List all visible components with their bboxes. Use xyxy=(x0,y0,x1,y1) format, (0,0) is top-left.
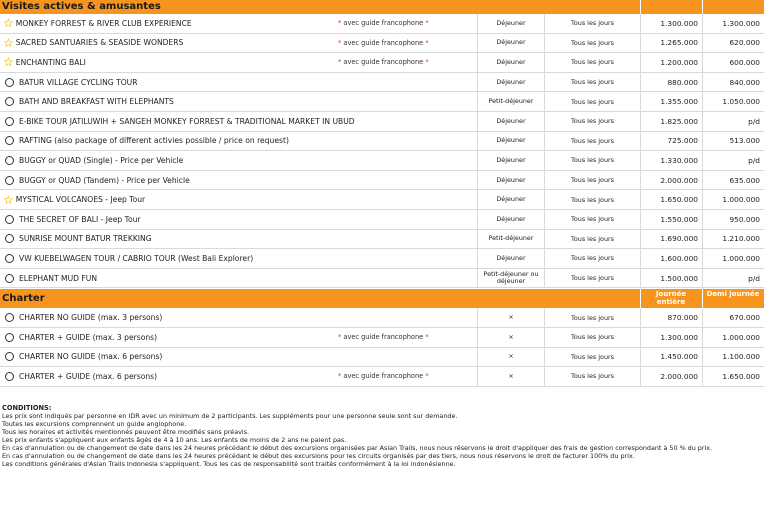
circle-bullet-icon xyxy=(5,254,14,263)
table-row xyxy=(0,190,764,210)
guide-note: * avec guide francophone * xyxy=(338,19,429,28)
price-cell: 1.300.000 xyxy=(640,328,702,347)
row-name-cell xyxy=(0,73,477,92)
condition-line: Les prix sont indiqués par personne en IDR avec un minimum de 2 participants. Les suppléments pour une personne seule sont sur demande. xyxy=(2,412,458,420)
excursion-name: BATH AND BREAKFAST WITH ELEPHANTS xyxy=(19,97,174,107)
row-name-cell xyxy=(0,210,477,229)
section-header-charter xyxy=(0,289,764,308)
circle-bullet-icon xyxy=(5,97,14,106)
price-cell: 1.355.000 xyxy=(640,92,702,111)
circle-bullet-icon xyxy=(5,136,14,145)
table-row xyxy=(0,367,764,387)
price-cell: p/d xyxy=(702,112,764,131)
price-cell: 1.100.000 xyxy=(702,348,764,367)
table-row xyxy=(0,210,764,230)
price-cell: 600.000 xyxy=(702,53,764,72)
meal-cell: Déjeuner xyxy=(477,132,544,151)
circle-bullet-icon xyxy=(5,215,14,224)
price-cell: 1.500.000 xyxy=(640,269,702,288)
guide-note: * avec guide francophone * xyxy=(338,58,429,67)
price-cell: 1.600.000 xyxy=(640,249,702,268)
condition-line: En cas d'annulation ou de changement de date dans les 24 heures précédant le début des excursions organisées par Asian Trails, nous nous réservons le droit d'appliquer des frais de gestion correspondant à 50 % du prix. xyxy=(2,444,713,452)
excursion-name: MONKEY FORREST & RIVER CLUB EXPERIENCE xyxy=(15,18,192,28)
price-cell: 1.000.000 xyxy=(702,328,764,347)
table-row xyxy=(0,53,764,73)
excursion-name: E-BIKE TOUR JATILUWIH + SANGEH MONKEY FORREST & TRADITIONAL MARKET IN UBUD xyxy=(19,116,355,126)
circle-bullet-icon xyxy=(5,352,14,361)
meal-cell: Déjeuner xyxy=(477,210,544,229)
meal-cell: Déjeuner xyxy=(477,73,544,92)
days-cell: Tous les jours xyxy=(544,112,640,131)
row-name-cell xyxy=(0,151,477,170)
row-name-cell xyxy=(0,190,477,209)
column-divider xyxy=(702,0,703,14)
guide-note: * avec guide francophone * xyxy=(338,333,429,342)
price-cell: 840.000 xyxy=(702,73,764,92)
price-cell: 1.265.000 xyxy=(640,34,702,53)
days-cell: Tous les jours xyxy=(544,269,640,288)
circle-bullet-icon xyxy=(5,234,14,243)
price-cell: 870.000 xyxy=(640,308,702,327)
section-title: Charter xyxy=(2,293,45,305)
days-cell: Tous les jours xyxy=(544,132,640,151)
condition-line: Tous les horaires et activités mentionnés peuvent être modifiés sans préavis. xyxy=(2,428,250,436)
meal-cell: Petit-déjeuner xyxy=(477,230,544,249)
days-cell: Tous les jours xyxy=(544,73,640,92)
circle-bullet-icon xyxy=(5,176,14,185)
circle-bullet-icon xyxy=(5,117,14,126)
days-cell: Tous les jours xyxy=(544,34,640,53)
price-cell: p/d xyxy=(702,151,764,170)
price-cell: 1.000.000 xyxy=(702,249,764,268)
condition-line: Les prix enfants s'appliquent aux enfants âgés de 4 à 10 ans. Les enfants de moins de 2 ans ne paient pas. xyxy=(2,436,347,444)
price-cell: 725.000 xyxy=(640,132,702,151)
column-divider xyxy=(702,289,703,308)
guide-note: * avec guide francophone * xyxy=(338,38,429,47)
row-name-cell xyxy=(0,53,477,72)
days-cell: Tous les jours xyxy=(544,367,640,386)
row-name-cell xyxy=(0,171,477,190)
circle-bullet-icon xyxy=(5,313,14,322)
excursion-name: CHARTER NO GUIDE (max. 3 persons) xyxy=(19,313,163,323)
meal-cell: Déjeuner xyxy=(477,151,544,170)
column-header-full-day: Journée entière xyxy=(655,290,687,307)
price-cell: 1.200.000 xyxy=(640,53,702,72)
section-header-visites xyxy=(0,0,764,14)
meal-cell: × xyxy=(477,328,544,347)
price-cell: 2.000.000 xyxy=(640,171,702,190)
conditions-lines xyxy=(2,412,762,468)
visites-table xyxy=(0,14,764,288)
circle-bullet-icon xyxy=(5,274,14,283)
meal-cell: Déjeuner xyxy=(477,14,544,33)
circle-bullet-icon xyxy=(5,78,14,87)
row-name-cell xyxy=(0,249,477,268)
conditions-block xyxy=(2,404,762,468)
table-row xyxy=(0,230,764,250)
price-cell: 1.330.000 xyxy=(640,151,702,170)
excursion-name: ELEPHANT MUD FUN xyxy=(19,273,98,283)
column-header-half-day: Demi journée xyxy=(706,290,760,299)
price-cell: p/d xyxy=(702,269,764,288)
meal-cell: × xyxy=(477,308,544,327)
meal-cell: Déjeuner xyxy=(477,34,544,53)
meal-cell: Déjeuner xyxy=(477,249,544,268)
row-name-cell xyxy=(0,328,477,347)
table-row xyxy=(0,249,764,269)
price-cell: 1.300.000 xyxy=(640,14,702,33)
price-cell: 950.000 xyxy=(702,210,764,229)
days-cell: Tous les jours xyxy=(544,348,640,367)
price-cell: 1.650.000 xyxy=(640,190,702,209)
table-row xyxy=(0,328,764,348)
days-cell: Tous les jours xyxy=(544,230,640,249)
excursion-name: BUGGY or QUAD (Tandem) - Price per Vehicle xyxy=(19,175,190,185)
row-name-cell xyxy=(0,92,477,111)
circle-bullet-icon xyxy=(5,156,14,165)
price-cell: 1.650.000 xyxy=(702,367,764,386)
days-cell: Tous les jours xyxy=(544,210,640,229)
condition-line: En cas d'annulation ou de changement de date dans les 24 heures précédant le début des excursions pour les circuits organisés par des tiers, nous nous réservons le droit de facturer 100% du prix. xyxy=(2,452,635,460)
meal-cell: Petit-déjeuner xyxy=(477,92,544,111)
table-row xyxy=(0,308,764,328)
table-row xyxy=(0,171,764,191)
price-cell: 1.000.000 xyxy=(702,190,764,209)
days-cell: Tous les jours xyxy=(544,53,640,72)
row-name-cell xyxy=(0,308,477,327)
table-row xyxy=(0,151,764,171)
price-cell: 880.000 xyxy=(640,73,702,92)
table-row xyxy=(0,14,764,34)
star-icon: ☆ xyxy=(3,192,14,207)
star-icon: ☆ xyxy=(3,55,14,70)
row-name-cell xyxy=(0,132,477,151)
days-cell: Tous les jours xyxy=(544,171,640,190)
meal-cell: × xyxy=(477,348,544,367)
excursion-name: CHARTER + GUIDE (max. 3 persons) xyxy=(19,332,158,342)
charter-table xyxy=(0,308,764,386)
table-row xyxy=(0,348,764,368)
days-cell: Tous les jours xyxy=(544,92,640,111)
days-cell: Tous les jours xyxy=(544,328,640,347)
price-cell: 513.000 xyxy=(702,132,764,151)
table-row xyxy=(0,112,764,132)
condition-line: Les conditions générales d'Asian Trails Indonesia s'appliquent. Tous les cas de responsabilité sont traités conformément à la loi indonésienne. xyxy=(2,460,456,468)
meal-cell: Déjeuner xyxy=(477,112,544,131)
table-row xyxy=(0,132,764,152)
guide-note: * avec guide francophone * xyxy=(338,372,429,381)
table-row xyxy=(0,73,764,93)
row-name-cell xyxy=(0,112,477,131)
excursion-name: ENCHANTING BALI xyxy=(15,57,86,67)
meal-cell: × xyxy=(477,367,544,386)
meal-cell: Déjeuner xyxy=(477,171,544,190)
meal-cell: Déjeuner xyxy=(477,190,544,209)
price-cell: 1.825.000 xyxy=(640,112,702,131)
excursion-name: VW KUEBELWAGEN TOUR / CABRIO TOUR (West Bali Explorer) xyxy=(19,253,254,263)
days-cell: Tous les jours xyxy=(544,151,640,170)
row-name-cell xyxy=(0,230,477,249)
row-name-cell xyxy=(0,269,477,288)
price-cell: 1.210.000 xyxy=(702,230,764,249)
table-row xyxy=(0,92,764,112)
condition-line: Toutes les excursions comprennent un guide anglophone. xyxy=(2,420,187,428)
price-cell: 670.000 xyxy=(702,308,764,327)
price-cell: 1.450.000 xyxy=(640,348,702,367)
excursion-name: RAFTING (also package of different activies possible / price on request) xyxy=(19,136,289,146)
price-cell: 1.300.000 xyxy=(702,14,764,33)
price-cell: 1.050.000 xyxy=(702,92,764,111)
days-cell: Tous les jours xyxy=(544,249,640,268)
section-title: Visites actives & amusantes xyxy=(2,1,161,12)
row-name-cell xyxy=(0,367,477,386)
meal-cell: Petit-déjeuner ou déjeuner xyxy=(477,269,544,288)
row-name-cell xyxy=(0,34,477,53)
excursion-name: BUGGY or QUAD (Single) - Price per Vehicle xyxy=(19,155,184,165)
price-cell: 1.690.000 xyxy=(640,230,702,249)
days-cell: Tous les jours xyxy=(544,14,640,33)
excursion-name: BATUR VILLAGE CYCLING TOUR xyxy=(19,77,138,87)
table-row xyxy=(0,269,764,289)
star-icon: ☆ xyxy=(3,35,14,50)
circle-bullet-icon xyxy=(5,372,14,381)
row-name-cell xyxy=(0,348,477,367)
excursion-name: CHARTER + GUIDE (max. 6 persons) xyxy=(19,371,158,381)
meal-cell: Déjeuner xyxy=(477,53,544,72)
price-cell: 1.550.000 xyxy=(640,210,702,229)
row-name-cell xyxy=(0,14,477,33)
price-cell: 2.000.000 xyxy=(640,367,702,386)
excursion-name: CHARTER NO GUIDE (max. 6 persons) xyxy=(19,352,163,362)
excursion-name: MYSTICAL VOLCANOES - Jeep Tour xyxy=(15,195,146,205)
star-icon: ☆ xyxy=(3,16,14,31)
days-cell: Tous les jours xyxy=(544,308,640,327)
column-divider xyxy=(640,289,641,308)
excursion-name: SUNRISE MOUNT BATUR TREKKING xyxy=(19,234,152,244)
excursion-name: SACRED SANTUARIES & SEASIDE WONDERS xyxy=(15,38,184,48)
column-divider xyxy=(640,0,641,14)
price-cell: 620.000 xyxy=(702,34,764,53)
circle-bullet-icon xyxy=(5,333,14,342)
price-cell: 635.000 xyxy=(702,171,764,190)
conditions-title: CONDITIONS: xyxy=(2,404,52,412)
table-row xyxy=(0,34,764,54)
days-cell: Tous les jours xyxy=(544,190,640,209)
excursion-name: THE SECRET OF BALI - Jeep Tour xyxy=(19,214,141,224)
